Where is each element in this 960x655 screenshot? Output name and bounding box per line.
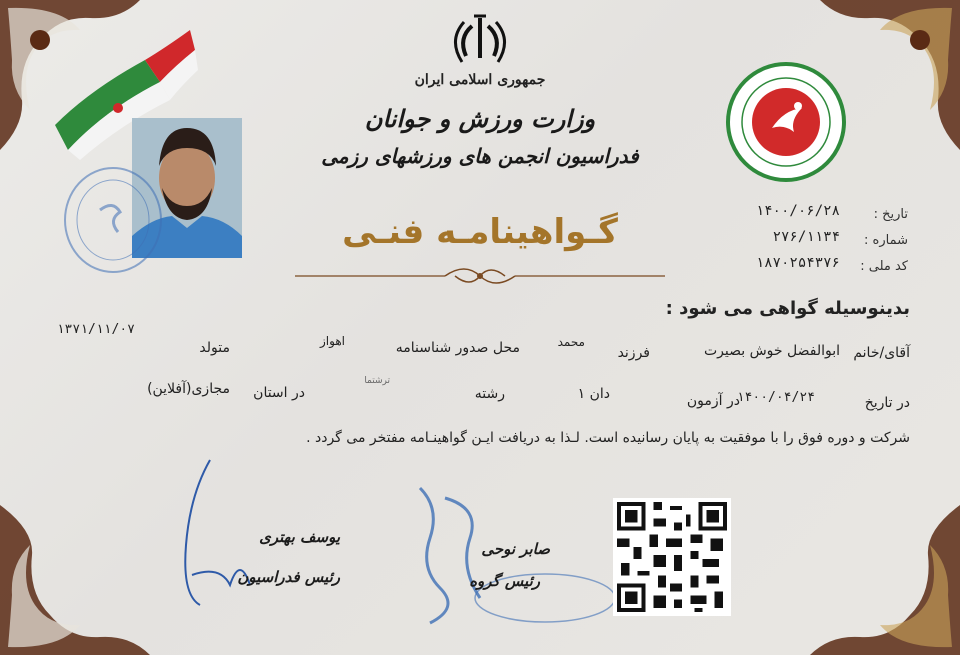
province-value: مجازی(آفلاین) [147,381,230,397]
birth-date: ۱۳۷۱/۱۱/۰۷ [56,322,135,337]
certificate-title: گـواهینامـه فنـی [342,212,618,252]
province-label: در استان [253,385,305,401]
date-label: تاریخ : [873,207,908,222]
faded-stamp-icon [58,160,168,280]
right-signer-name: صابر نوحی [481,540,550,558]
federation-heading: فدراسیون انجمن های ورزشهای رزمی [321,144,639,168]
right-signer-title: رئیس گروه [469,572,540,590]
corner-ornament-bottom-left [0,505,150,655]
federation-seal-icon [722,58,850,186]
iran-emblem-icon [450,14,510,66]
number-label: شماره : [864,233,908,248]
left-signer-name: یوسف بهتری [259,528,340,546]
corner-ornament-bottom-right [810,505,960,655]
qr-code[interactable] [613,498,731,616]
child-of-label: فرزند [617,345,650,361]
level-note: ترشتما [364,376,390,386]
republic-heading: جمهوری اسلامی ایران [414,72,546,88]
ministry-heading: وزارت ورزش و جوانان [364,104,596,133]
national-id-value: ۱۸۷۰۲۵۴۳۷۶ [755,255,840,271]
father-name: محمد [557,335,585,349]
honorific: آقای/خانم [853,345,910,361]
intro-line: بدینوسیله گواهی می شود : [665,298,910,319]
exam-suffix: در آزمون [686,393,740,409]
left-signer-title: رئیس فدراسیون [237,568,340,586]
exam-date: ۱۴۰۰/۰۴/۲۴ [736,390,815,405]
born-label: متولد [199,340,230,356]
person-name: ابوالفضل خوش بصیرت [703,343,840,359]
field-label: رشته [474,386,505,402]
issue-place: اهواز [320,334,345,348]
number-value: ۲۷۶/۱۱۳۴ [772,229,840,245]
national-id-label: کد ملی : [860,259,908,274]
issue-place-label: محل صدور شناسنامه [395,340,520,356]
level-value: دان ۱ [577,386,610,402]
closing-line: شرکت و دوره فوق را با موفقیت به پایان رسانیده است. لـذا به دریافت ایـن گواهینـامه مفتخر می گردد . [306,430,910,446]
title-flourish-ornament [295,262,665,292]
exam-prefix: در تاریخ [864,395,910,411]
date-value: ۱۴۰۰/۰۶/۲۸ [755,203,840,219]
